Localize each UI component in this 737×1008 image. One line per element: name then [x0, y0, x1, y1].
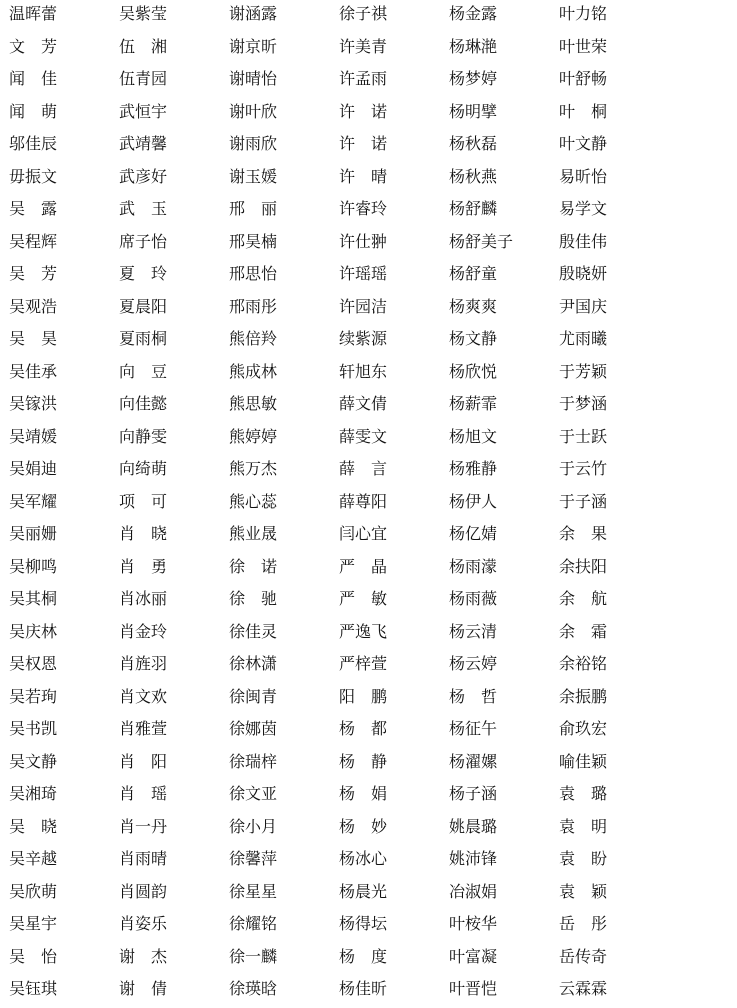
name-row: [0, 98, 737, 131]
name-cell: 叶晋恺: [449, 979, 498, 998]
name-cell: 向佳懿: [119, 394, 168, 413]
name-cell: 云霖霖: [559, 979, 608, 998]
name-cell: 肖一丹: [119, 816, 168, 836]
name-cell: 吴娟迪: [9, 459, 58, 478]
name-cell: 杨子涵: [449, 784, 498, 803]
name-row: [0, 33, 737, 66]
name-cell: 杨征午: [449, 719, 498, 738]
name-cell: 夏晨阳: [119, 296, 168, 316]
name-cell: 闻 佳: [9, 69, 58, 88]
name-cell: 杨云清: [449, 621, 498, 641]
name-cell: 俞玖宏: [559, 719, 608, 738]
name-cell: 徐子祺: [339, 4, 388, 23]
name-cell: 吴观浩: [9, 296, 58, 316]
name-cell: 席子怡: [119, 231, 168, 251]
name-cell: 吴 昊: [9, 329, 58, 348]
name-cell: 熊婷婷: [229, 426, 278, 446]
name-row: [0, 715, 737, 748]
name-cell: 徐馨萍: [229, 849, 278, 868]
name-cell: 薛尊阳: [339, 491, 388, 511]
name-cell: 谢玉媛: [229, 166, 278, 186]
name-row: [0, 325, 737, 358]
name-cell: 杨爽爽: [449, 296, 498, 316]
name-cell: 杨雨濛: [449, 556, 498, 576]
name-cell: 熊倍羚: [229, 329, 278, 348]
name-cell: 杨舒麟: [449, 199, 498, 218]
name-cell: 邬佳辰: [9, 134, 58, 153]
name-cell: 文 芳: [9, 36, 58, 56]
name-cell: 许 诺: [339, 101, 388, 121]
name-cell: 徐 诺: [229, 556, 278, 576]
name-cell: 杨伊人: [449, 491, 498, 511]
name-cell: 严 晶: [339, 556, 388, 576]
name-cell: 岳 彤: [559, 914, 608, 933]
name-cell: 于芳颖: [559, 361, 608, 381]
name-cell: 吴 怡: [9, 946, 58, 966]
name-row: [0, 878, 737, 911]
name-cell: 杨 娟: [339, 784, 388, 803]
name-cell: 肖圆韵: [119, 881, 168, 901]
name-cell: 吴紫莹: [119, 4, 168, 23]
name-cell: 叶富凝: [449, 946, 498, 966]
name-cell: 袁 盼: [559, 849, 608, 868]
name-cell: 武靖馨: [119, 134, 168, 153]
name-cell: 徐一麟: [229, 946, 278, 966]
name-cell: 杨得坛: [339, 914, 388, 933]
name-cell: 徐耀铭: [229, 914, 278, 933]
name-row: [0, 455, 737, 488]
name-cell: 向绮萌: [119, 459, 168, 478]
name-cell: 徐小月: [229, 816, 278, 836]
name-cell: 熊万杰: [229, 459, 278, 478]
name-row: [0, 585, 737, 618]
name-cell: 于子涵: [559, 491, 608, 511]
name-row: [0, 358, 737, 391]
name-row: [0, 780, 737, 813]
name-row: [0, 65, 737, 98]
name-cell: 轩旭东: [339, 361, 388, 381]
name-row: [0, 163, 737, 196]
name-cell: 向静雯: [119, 426, 168, 446]
name-cell: 吴庆林: [9, 621, 58, 641]
name-cell: 岳传奇: [559, 946, 608, 966]
name-cell: 肖雨晴: [119, 849, 168, 868]
name-cell: 杨梦婷: [449, 69, 498, 88]
name-cell: 余 航: [559, 589, 608, 608]
name-cell: 喻佳颖: [559, 751, 608, 771]
name-row: [0, 910, 737, 943]
name-cell: 严逸飞: [339, 621, 388, 641]
name-cell: 吴 露: [9, 199, 58, 218]
name-cell: 许睿玲: [339, 199, 388, 218]
name-cell: 叶世荣: [559, 36, 608, 56]
name-cell: 许瑶瑶: [339, 264, 388, 283]
name-cell: 杨云婷: [449, 654, 498, 673]
name-cell: 熊思敏: [229, 394, 278, 413]
name-cell: 叶桉华: [449, 914, 498, 933]
name-row: [0, 260, 737, 293]
name-cell: 徐瑛晗: [229, 979, 278, 998]
name-cell: 尹国庆: [559, 296, 608, 316]
name-cell: 杨舒童: [449, 264, 498, 283]
name-cell: 杨欣悦: [449, 361, 498, 381]
name-cell: 叶力铭: [559, 4, 608, 23]
name-cell: 杨秋磊: [449, 134, 498, 153]
name-cell: 肖 晓: [119, 524, 168, 543]
name-cell: 谢 倩: [119, 979, 168, 998]
name-cell: 吴程辉: [9, 231, 58, 251]
name-cell: 温晖蕾: [9, 4, 58, 23]
name-cell: 徐瑞梓: [229, 751, 278, 771]
name-cell: 肖金玲: [119, 621, 168, 641]
name-cell: 冶淑娟: [449, 881, 498, 901]
name-cell: 徐佳灵: [229, 621, 278, 641]
name-cell: 肖冰丽: [119, 589, 168, 608]
name-cell: 杨旭文: [449, 426, 498, 446]
name-cell: 谢雨欣: [229, 134, 278, 153]
name-cell: 许美青: [339, 36, 388, 56]
name-cell: 袁 明: [559, 816, 608, 836]
name-cell: 吴书凯: [9, 719, 58, 738]
name-row: [0, 423, 737, 456]
name-cell: 吴若珣: [9, 686, 58, 706]
name-cell: 余 果: [559, 524, 608, 543]
name-cell: 杨佳昕: [339, 979, 388, 998]
name-cell: 吴湘琦: [9, 784, 58, 803]
name-cell: 肖 勇: [119, 556, 168, 576]
name-row: [0, 130, 737, 163]
name-cell: 许园洁: [339, 296, 388, 316]
name-cell: 伍青园: [119, 69, 168, 88]
name-cell: 杨明擘: [449, 101, 498, 121]
name-cell: 熊成林: [229, 361, 278, 381]
name-cell: 叶 桐: [559, 101, 608, 121]
name-cell: 杨晨光: [339, 881, 388, 901]
name-cell: 余扶阳: [559, 556, 608, 576]
name-cell: 谢涵露: [229, 4, 278, 23]
name-cell: 肖姿乐: [119, 914, 168, 933]
name-cell: 杨秋燕: [449, 166, 498, 186]
name-row: [0, 520, 737, 553]
name-cell: 杨雅静: [449, 459, 498, 478]
name-cell: 薛 言: [339, 459, 388, 478]
name-cell: 杨亿婧: [449, 524, 498, 543]
name-cell: 吴辛越: [9, 849, 58, 868]
name-cell: 杨冰心: [339, 849, 388, 868]
name-cell: 许 晴: [339, 166, 388, 186]
name-cell: 吴钰琪: [9, 979, 58, 998]
name-cell: 杨 哲: [449, 686, 498, 706]
name-cell: 吴欣萌: [9, 881, 58, 901]
name-cell: 向 豆: [119, 361, 168, 381]
name-cell: 谢京昕: [229, 36, 278, 56]
name-cell: 易昕怡: [559, 166, 608, 186]
name-cell: 闫心宜: [339, 524, 388, 543]
name-cell: 吴丽姗: [9, 524, 58, 543]
name-cell: 肖 瑶: [119, 784, 168, 803]
name-cell: 于士跃: [559, 426, 608, 446]
name-cell: 武恒宇: [119, 101, 168, 121]
name-cell: 杨金露: [449, 4, 498, 23]
name-cell: 薛雯文: [339, 426, 388, 446]
name-cell: 夏 玲: [119, 264, 168, 283]
name-row: [0, 975, 737, 1008]
name-cell: 杨雨薇: [449, 589, 498, 608]
name-cell: 叶文静: [559, 134, 608, 153]
name-cell: 吴 晓: [9, 816, 58, 836]
name-cell: 许孟雨: [339, 69, 388, 88]
name-cell: 徐闽青: [229, 686, 278, 706]
name-cell: 袁 颖: [559, 881, 608, 901]
name-row: [0, 553, 737, 586]
name-row: [0, 0, 737, 33]
name-cell: 武彦好: [119, 166, 168, 186]
name-cell: 尤雨曦: [559, 329, 608, 348]
name-cell: 肖文欢: [119, 686, 168, 706]
name-cell: 吴镓洪: [9, 394, 58, 413]
name-cell: 徐林潇: [229, 654, 278, 673]
name-cell: 殷晓妍: [559, 264, 608, 283]
name-row: [0, 845, 737, 878]
name-cell: 吴星宇: [9, 914, 58, 933]
name-cell: 吴佳承: [9, 361, 58, 381]
name-cell: 谢 杰: [119, 946, 168, 966]
name-cell: 杨舒美子: [449, 231, 514, 251]
name-row: [0, 748, 737, 781]
name-cell: 闻 萌: [9, 101, 58, 121]
name-row: [0, 618, 737, 651]
name-cell: 于云竹: [559, 459, 608, 478]
name-cell: 余振鹏: [559, 686, 608, 706]
name-row: [0, 293, 737, 326]
name-cell: 徐文亚: [229, 784, 278, 803]
name-cell: 叶舒畅: [559, 69, 608, 88]
name-cell: 余裕铭: [559, 654, 608, 673]
name-cell: 肖 阳: [119, 751, 168, 771]
name-cell: 余 霜: [559, 621, 608, 641]
name-cell: 谢叶欣: [229, 101, 278, 121]
name-cell: 姚沛锋: [449, 849, 498, 868]
name-cell: 吴军耀: [9, 491, 58, 511]
name-row: [0, 683, 737, 716]
name-cell: 杨薪霏: [449, 394, 498, 413]
name-row: [0, 390, 737, 423]
name-cell: 袁 璐: [559, 784, 608, 803]
name-cell: 夏雨桐: [119, 329, 168, 348]
name-cell: 薛文倩: [339, 394, 388, 413]
name-cell: 吴其桐: [9, 589, 58, 608]
name-cell: 邢昊楠: [229, 231, 278, 251]
name-cell: 毋振文: [9, 166, 58, 186]
name-cell: 吴文静: [9, 751, 58, 771]
name-cell: 殷佳伟: [559, 231, 608, 251]
name-row: [0, 813, 737, 846]
name-cell: 于梦涵: [559, 394, 608, 413]
name-cell: 肖雅萱: [119, 719, 168, 738]
name-cell: 吴靖媛: [9, 426, 58, 446]
name-cell: 杨文静: [449, 329, 498, 348]
name-cell: 杨琳滟: [449, 36, 498, 56]
name-row: [0, 195, 737, 228]
name-cell: 武 玉: [119, 199, 168, 218]
name-cell: 续紫源: [339, 329, 388, 348]
name-row: [0, 650, 737, 683]
name-cell: 杨 度: [339, 946, 388, 966]
name-cell: 邢 丽: [229, 199, 278, 218]
name-cell: 阳 鹏: [339, 686, 388, 706]
name-cell: 姚晨璐: [449, 816, 498, 836]
name-cell: 项 可: [119, 491, 168, 511]
name-cell: 吴权恩: [9, 654, 58, 673]
name-cell: 伍 湘: [119, 36, 168, 56]
name-cell: 吴柳鸣: [9, 556, 58, 576]
name-cell: 徐星星: [229, 881, 278, 901]
name-cell: 杨 妙: [339, 816, 388, 836]
name-cell: 肖旌羽: [119, 654, 168, 673]
name-cell: 严 敏: [339, 589, 388, 608]
name-cell: 杨 静: [339, 751, 388, 771]
name-cell: 邢雨彤: [229, 296, 278, 316]
name-cell: 许 诺: [339, 134, 388, 153]
name-row: [0, 943, 737, 976]
name-row: [0, 488, 737, 521]
name-row: [0, 228, 737, 261]
name-cell: 邢思怡: [229, 264, 278, 283]
name-cell: 杨 都: [339, 719, 388, 738]
name-cell: 熊业晟: [229, 524, 278, 543]
name-cell: 徐娜茵: [229, 719, 278, 738]
name-cell: 严梓萱: [339, 654, 388, 673]
name-cell: 谢晴怡: [229, 69, 278, 88]
name-cell: 许仕翀: [339, 231, 388, 251]
name-cell: 吴 芳: [9, 264, 58, 283]
name-cell: 易学文: [559, 199, 608, 218]
name-cell: 熊心蕊: [229, 491, 278, 511]
name-cell: 杨濯嫘: [449, 751, 498, 771]
name-cell: 徐 驰: [229, 589, 278, 608]
